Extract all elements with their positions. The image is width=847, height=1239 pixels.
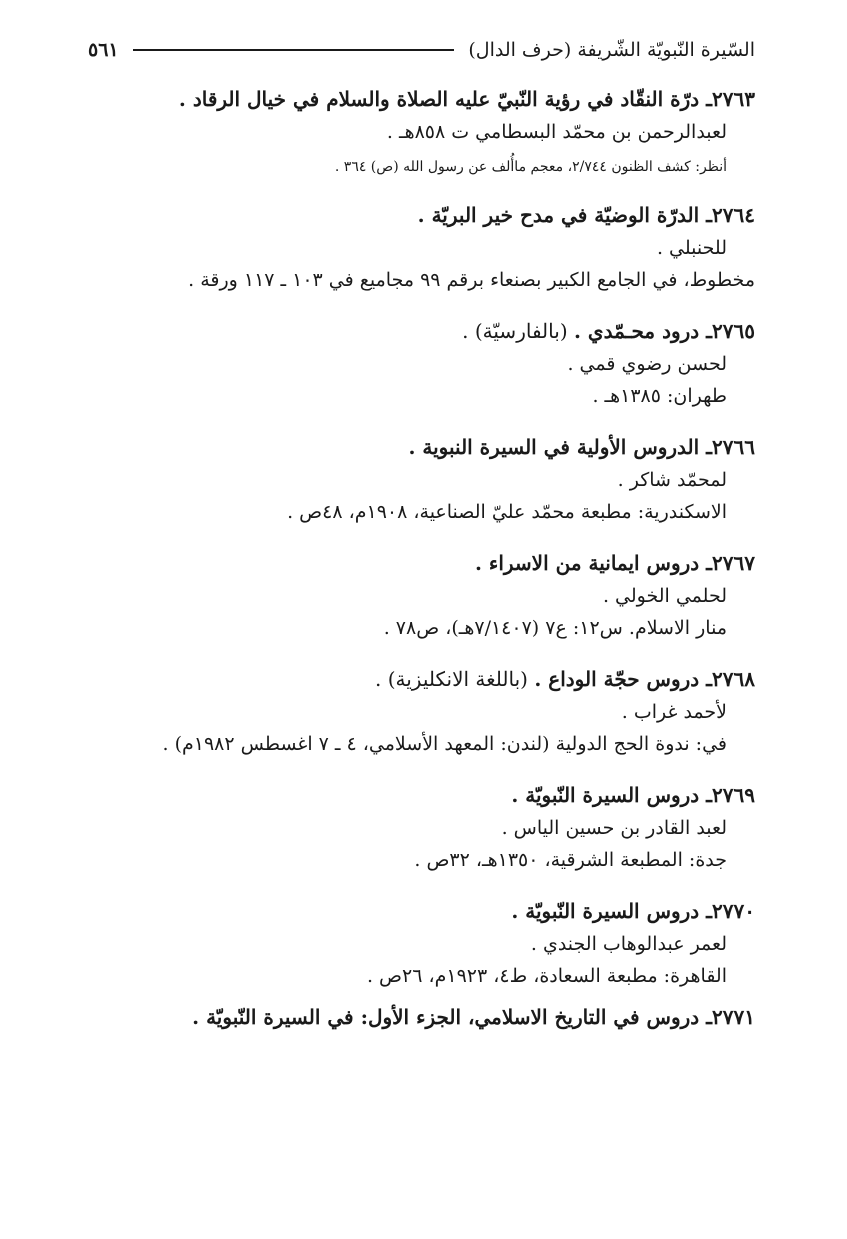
- entry-list: [120, 82, 755, 1034]
- entry-title: [120, 82, 755, 116]
- entry-title-text: درود محـمّدي .: [573, 319, 700, 343]
- entry-language-note: (باللغة الانكليزية) .: [374, 667, 535, 691]
- entry-title: [120, 430, 755, 464]
- page-header: [88, 30, 755, 70]
- entry-title: [120, 894, 755, 928]
- entry-author: لأحمد غراب .: [621, 701, 727, 723]
- entry-2766: [120, 430, 755, 528]
- entry-title: [120, 778, 755, 812]
- entry-number: ٢٧٦٥ـ: [706, 319, 755, 343]
- entry-title-text: دروس في التاريخ الاسلامي، الجزء الأول: في السيرة النّبويّة .: [192, 1005, 700, 1029]
- entry-author: لحلمي الخولي .: [602, 585, 727, 607]
- entry-author: لعمر عبدالوهاب الجندي .: [530, 933, 727, 955]
- entry-publication: القاهرة: مطبعة السعادة، ط٤، ١٩٢٣م، ٢٦ص .: [366, 965, 727, 987]
- entry-number: ٢٧٦٨ـ: [706, 667, 755, 691]
- entry-title-text: الدروس الأولية في السيرة النبوية .: [408, 435, 700, 459]
- entry-number: ٢٧٦٣ـ: [706, 87, 755, 111]
- entry-author: لعبد القادر بن حسين الياس .: [501, 817, 727, 839]
- entry-language-note: (بالفارسيّة) .: [462, 319, 574, 343]
- entry-number: ٢٧٦٦ـ: [706, 435, 755, 459]
- entry-2770: [120, 894, 755, 992]
- entry-number: ٢٧٦٤ـ: [706, 203, 755, 227]
- entry-title: [120, 198, 755, 232]
- page-number: ٥٦١: [88, 39, 119, 61]
- header-rule: [133, 49, 455, 51]
- entry-author: للحنبلي .: [656, 237, 727, 259]
- entry-author: لمحمّد شاكر .: [617, 469, 727, 491]
- entry-2768: [120, 662, 755, 760]
- entry-title: [120, 662, 755, 696]
- entry-title: [120, 546, 755, 580]
- entry-reference: أنظر: كشف الظنون ٢/٧٤٤، معجم ماأُلف عن رسول الله (ص) ٣٦٤ .: [334, 159, 727, 175]
- entry-publication: جدة: المطبعة الشرقية، ١٣٥٠هـ، ٣٢ص .: [414, 849, 727, 871]
- entry-number: ٢٧٦٧ـ: [706, 551, 755, 575]
- entry-2763: [120, 82, 755, 180]
- entry-2765: [120, 314, 755, 412]
- entry-number: ٢٧٧١ـ: [706, 1005, 755, 1029]
- entry-title-text: دروس السيرة النّبويّة .: [511, 783, 700, 807]
- entry-2771: [120, 1000, 755, 1034]
- entry-title: [120, 314, 755, 348]
- entry-title: [120, 1000, 755, 1034]
- entry-publication: منار الاسلام. س١٢: ع٧ (٧/١٤٠٧هـ)، ص٧٨ .: [383, 617, 727, 639]
- entry-publication: في: ندوة الحج الدولية (لندن: المعهد الأسلامي، ٤ ـ ٧ اغسطس ١٩٨٢م) .: [162, 733, 727, 755]
- entry-title-text: دروس حجّة الوداع .: [534, 667, 700, 691]
- entry-publication: الاسكندرية: مطبعة محمّد عليّ الصناعية، ١٩٠٨م، ٤٨ص .: [287, 501, 727, 523]
- entry-2769: [120, 778, 755, 876]
- entry-publication: طهران: ١٣٨٥هـ .: [592, 385, 727, 407]
- entry-author: لحسن رضوي قمي .: [567, 353, 727, 375]
- entry-2767: [120, 546, 755, 644]
- entry-title-text: دروس السيرة النّبويّة .: [511, 899, 700, 923]
- entry-title-text: درّة النقّاد في رؤية النّبيّ عليه الصلاة والسلام في خيال الرقاد .: [178, 87, 700, 111]
- entry-author: لعبدالرحمن بن محمّد البسطامي ت ٨٥٨هـ .: [386, 121, 727, 143]
- entry-publication: مخطوط، في الجامع الكبير بصنعاء برقم ٩٩ مجاميع في ١٠٣ ـ ١١٧ ورقة .: [188, 269, 755, 291]
- running-title: السّيرة النّبويّة الشّريفة (حرف الدال): [468, 39, 755, 61]
- entry-title-text: دروس ايمانية من الاسراء .: [474, 551, 700, 575]
- entry-number: ٢٧٦٩ـ: [706, 783, 755, 807]
- entry-title-text: الدرّة الوضيّة في مدح خير البريّة .: [417, 203, 700, 227]
- entry-number: ٢٧٧٠ـ: [706, 899, 755, 923]
- entry-2764: [120, 198, 755, 296]
